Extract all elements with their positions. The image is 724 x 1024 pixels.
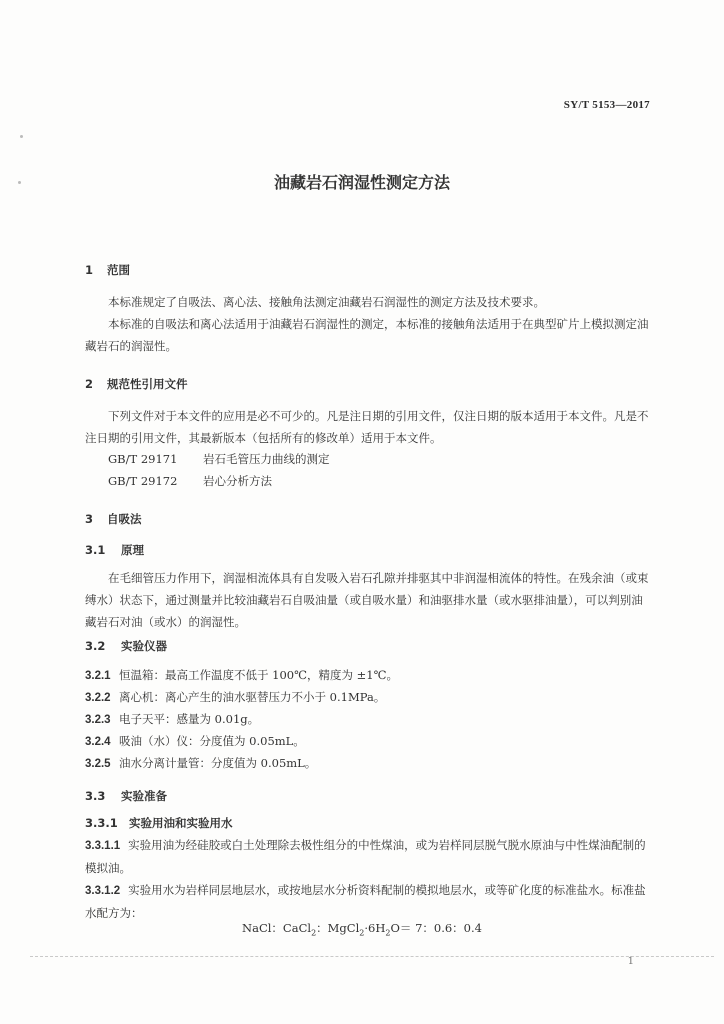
list-item — [85, 733, 305, 749]
subsection-number: 3.2 — [85, 639, 106, 653]
subsection-title: 实验仪器 — [121, 639, 167, 653]
paragraph-text: 下列文件对于本文件的应用是必不可少的。凡是注日期的引用文件，仅注日期的版本适用于本文件。凡是不注日期的引用文件，其最新版本（包括所有的修改单）适用于本文件。 — [85, 409, 649, 445]
reference-item — [108, 451, 330, 467]
section-heading — [85, 262, 130, 278]
paragraph — [85, 567, 650, 633]
subsection-title: 实验准备 — [121, 789, 167, 803]
list-item — [85, 689, 385, 705]
item-number: 3.2.2 — [85, 692, 111, 704]
formula-part: O＝ 7：0.6：0.4 — [390, 921, 482, 935]
paragraph — [85, 405, 650, 449]
formula-subscript: 2 — [359, 928, 365, 938]
subsection-number: 3.1 — [85, 543, 106, 557]
paragraph-text: 在毛细管压力作用下，润湿相流体具有自发吸入岩石孔隙并排驱其中非润湿相流体的特性。在残余油（或束缚水）状态下，通过测量并比较油藏岩石自吸油量（或自吸水量）和油驱排水量（或水驱排油量），可以判别油藏岩石对油（或水）的润湿性。 — [85, 571, 649, 629]
section-heading — [85, 376, 188, 392]
scan-speck — [20, 135, 23, 138]
section-title: 范围 — [107, 263, 130, 277]
formula-part: ·6H — [364, 921, 386, 935]
subsubsection-title: 实验用油和实验用水 — [129, 816, 233, 830]
subsection-heading — [85, 638, 167, 654]
section-title: 规范性引用文件 — [107, 377, 188, 391]
document-title: 油藏岩石润湿性测定方法 — [273, 173, 450, 192]
item-number: 3.2.5 — [85, 758, 111, 770]
item-text: 吸油（水）仪：分度值为 0.05mL。 — [119, 734, 305, 748]
clause-number: 3.3.1.2 — [85, 885, 121, 897]
list-item — [85, 711, 259, 727]
formula-part: ：MgCl — [316, 921, 360, 935]
reference-item — [108, 473, 272, 489]
subsection-heading — [85, 542, 144, 558]
item-text: 电子天平：感量为 0.01g。 — [119, 712, 260, 726]
clause-body: 实验用油为经硅胶或白土处理除去极性组分的中性煤油，或为岩样同层脱气脱水原油与中性煤油配制的模拟油。 — [85, 838, 646, 875]
section-number: 3 — [85, 512, 94, 526]
clause-text — [85, 879, 650, 924]
formula-part: NaCl：CaCl — [242, 921, 312, 935]
clause-body: 实验用水为岩样同层地层水，或按地层水分析资料配制的模拟地层水，或等矿化度的标准盐水。标准盐水配方为： — [85, 883, 646, 920]
subsection-number: 3.3 — [85, 789, 106, 803]
formula — [0, 920, 724, 937]
item-number: 3.2.4 — [85, 736, 111, 748]
section-title: 自吸法 — [107, 512, 142, 526]
subsection-title: 原理 — [121, 543, 144, 557]
paragraph-text: 本标准的自吸法和离心法适用于油藏岩石润湿性的测定，本标准的接触角法适用于在典型矿片上模拟测定油藏岩石的润湿性。 — [85, 317, 649, 353]
paragraph — [85, 291, 650, 357]
page-number: 1 — [627, 956, 634, 967]
reference-name: 岩心分析方法 — [203, 474, 272, 488]
item-text: 油水分离计量管：分度值为 0.05mL。 — [119, 756, 317, 770]
item-text: 离心机：离心产生的油水驱替压力不小于 0.1MPa。 — [119, 690, 386, 704]
item-number: 3.2.1 — [85, 670, 111, 682]
section-number: 1 — [85, 263, 94, 277]
formula-subscript: 2 — [385, 928, 391, 938]
subsubsection-heading — [85, 815, 233, 831]
standard-code: SY/T 5153—2017 — [563, 99, 650, 111]
list-item — [85, 667, 398, 683]
section-heading — [85, 511, 142, 527]
formula-subscript: 2 — [311, 928, 317, 938]
item-text: 恒温箱：最高工作温度不低于 100℃，精度为 ±1℃。 — [119, 668, 398, 682]
footer-divider — [30, 956, 714, 957]
reference-code: GB/T 29171 — [108, 452, 178, 466]
subsection-heading — [85, 788, 167, 804]
clause-text — [85, 834, 650, 879]
section-number: 2 — [85, 377, 94, 391]
clause-number: 3.3.1.1 — [85, 840, 121, 852]
subsubsection-number: 3.3.1 — [85, 816, 118, 830]
item-number: 3.2.3 — [85, 714, 111, 726]
paragraph-text: 本标准规定了自吸法、离心法、接触角法测定油藏岩石润湿性的测定方法及技术要求。 — [108, 295, 545, 309]
list-item — [85, 755, 316, 771]
reference-name: 岩石毛管压力曲线的测定 — [203, 452, 330, 466]
clause — [85, 834, 650, 924]
reference-code: GB/T 29172 — [108, 474, 178, 488]
